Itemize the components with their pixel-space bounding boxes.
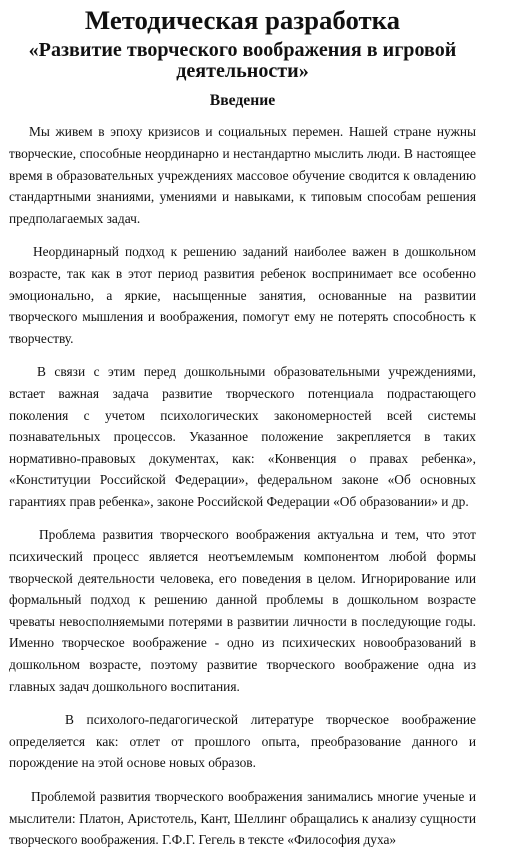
document-title: Методическая разработка (84, 5, 401, 35)
paragraph-4: Проблема развития творческого воображения актуальна и тем, что этот психический процесс является неотъемлемым компонентом любой формы творческой деятельности человека, его поведения в целом. Игнорирование или формальный подход к решению данной проблемы в дошкольном возрасте чреваты невосполняемыми потерями в развитии личности в последующие годы. Именно творческое воображение - одно из психических новообразований в дошкольном возрасте, поэтому развитие творческого воображение одна из главных задач дошкольного воспитания. (9, 527, 476, 694)
paragraph-2: Неординарный подход к решению заданий наиболее важен в дошкольном возрасте, так как в этот период развития ребенок воспринимает все особенно эмоционально, а яркие, насыщенные занятия, основанные на развитии творческого мышления и воображения, помогут ему не потерять способность к творчеству. (9, 244, 476, 346)
paragraph-6: Проблемой развития творческого воображения занимались многие ученые и мыслители: Платон, Аристотель, Кант, Шеллинг обращались к анализу сущности творческого воображения. Г.Ф.Г. Гегель в тексте «Философия духа» (9, 789, 476, 848)
paragraph-1: Мы живем в эпоху кризисов и социальных перемен. Нашей стране нужны творческие, способные неординарно и нестандартно мыслить люди. В настоящее время в образовательных учреждениях массовое обучение сводится к овладению стандартными знаниями, умениями и навыками, к типовым способам решения предполагаемых задач. (9, 124, 476, 226)
document-page (9, 5, 476, 863)
paragraph-5: В психолого-педагогической литературе творческое воображение определяется как: отлет от прошлого опыта, преобразование данного и порождение на этой основе новых образов. (9, 712, 476, 771)
paragraph-3: В связи с этим перед дошкольными образовательными учреждениями, встает важная задача развитие творческого потенциала подрастающего поколения с учетом психологических закономерностей всей системы познавательных процессов. Указанное положение закрепляется в таких нормативно-правовых документах, как: «Конвенция о правах ребенка», «Конституции Российской Федерации», федеральном законе «Об основных гарантиях прав ребенка», законе Российской Федерации «Об образовании» и др. (9, 364, 476, 509)
section-heading-introduction: Введение (209, 91, 276, 109)
document-subtitle: «Развитие творческого воображения в игровой деятельности» (28, 38, 457, 83)
